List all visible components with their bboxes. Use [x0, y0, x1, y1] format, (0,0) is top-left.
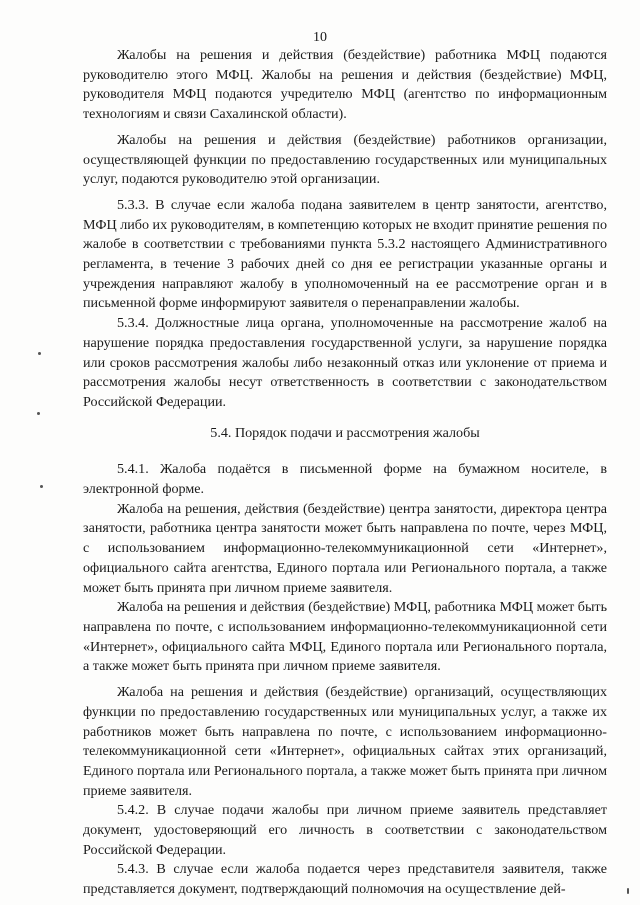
document-body [83, 46, 607, 900]
paragraph-5-4-1: 5.4.1. Жалоба подаётся в письменной форме на бумажном носителе, в электронной форме. [83, 461, 607, 498]
scan-speck [40, 485, 43, 488]
section-heading-5-4: 5.4. Порядок подачи и рассмотрения жалобы [210, 424, 480, 441]
paragraph-5-3-3: 5.3.3. В случае если жалоба подана заявителем в центр занятости, агентство, МФЦ либо их руководителям, в компетенцию которых не входит принятие решения по жалобе в соответствии с требованиями пункта 5.3.2 настоящего Административного регламента, в течение 3 рабочих дней со дня ее регистрации указанные органы и учреждения направляют жалобу в уполномоченный на ее рассмотрение орган и в письменной форме информируют заявителя о перенаправлении жалобы. [83, 196, 607, 312]
paragraph-mfc-complaint: Жалоба на решения и действия (бездействие) МФЦ, работника МФЦ может быть направлена по почте, с использованием информационно-телекоммуникационной сети «Интернет», официального сайта МФЦ, Единого портала или Регионального портала, а также может быть принята при личном приеме заявителя. [83, 599, 607, 675]
page-number: 10 [313, 30, 327, 45]
paragraph-employment-center-complaint: Жалоба на решения, действия (бездействие) центра занятости, директора центра занятости, работника центра занятости может быть направлена по почте, через МФЦ, с использованием информационно-телекоммуникационной сети «Интернет», официального сайта агентства, Единого портала или Регионального портала, а также может быть принята при личном приеме заявителя. [83, 500, 607, 596]
scan-speck [627, 888, 629, 894]
scan-speck [37, 412, 40, 415]
paragraph-organizations-complaint: Жалоба на решения и действия (бездействие) организаций, осуществляющих функции по предоставлению государственных или муниципальных услуг, а также их работников может быть направлена по почте, с использованием информационно-телекоммуникационной сети «Интернет», официальных сайтах этих организаций, Единого портала или Регионального портала, а также может быть принята при личном приеме заявителя. [83, 684, 607, 799]
paragraph-mfc-complaints: Жалобы на решения и действия (бездействие) работника МФЦ подаются руководителю этого МФЦ. Жалобы на решения и действия (бездействие) МФЦ, руководителя МФЦ подаются учредителю МФЦ (агентство по информационным технологиям и связи Сахалинской области). [83, 47, 607, 123]
paragraph-5-4-2: 5.4.2. В случае подачи жалобы при личном приеме заявитель представляет документ, удостоверяющий его личность в соответствии с законодательством Российской Федерации. [83, 802, 607, 858]
scan-speck [38, 352, 41, 355]
paragraph-5-4-3: 5.4.3. В случае если жалоба подается через представителя заявителя, также представляется документ, подтверждающий полномочия на осуществление дей- [83, 861, 607, 898]
paragraph-organization-complaints: Жалобы на решения и действия (бездействие) работников организации, осуществляющей функции по предоставлению государственных или муниципальных услуг, подаются руководителю этой организации. [83, 131, 607, 188]
paragraph-5-3-4: 5.3.4. Должностные лица органа, уполномоченные на рассмотрение жалоб на нарушение порядка предоставления государственной услуги, за нарушение порядка или сроков рассмотрения жалобы либо незаконный отказ или уклонение от приема и рассмотрения жалобы несут ответственность в соответствии с законодательством Российской Федерации. [83, 315, 607, 410]
